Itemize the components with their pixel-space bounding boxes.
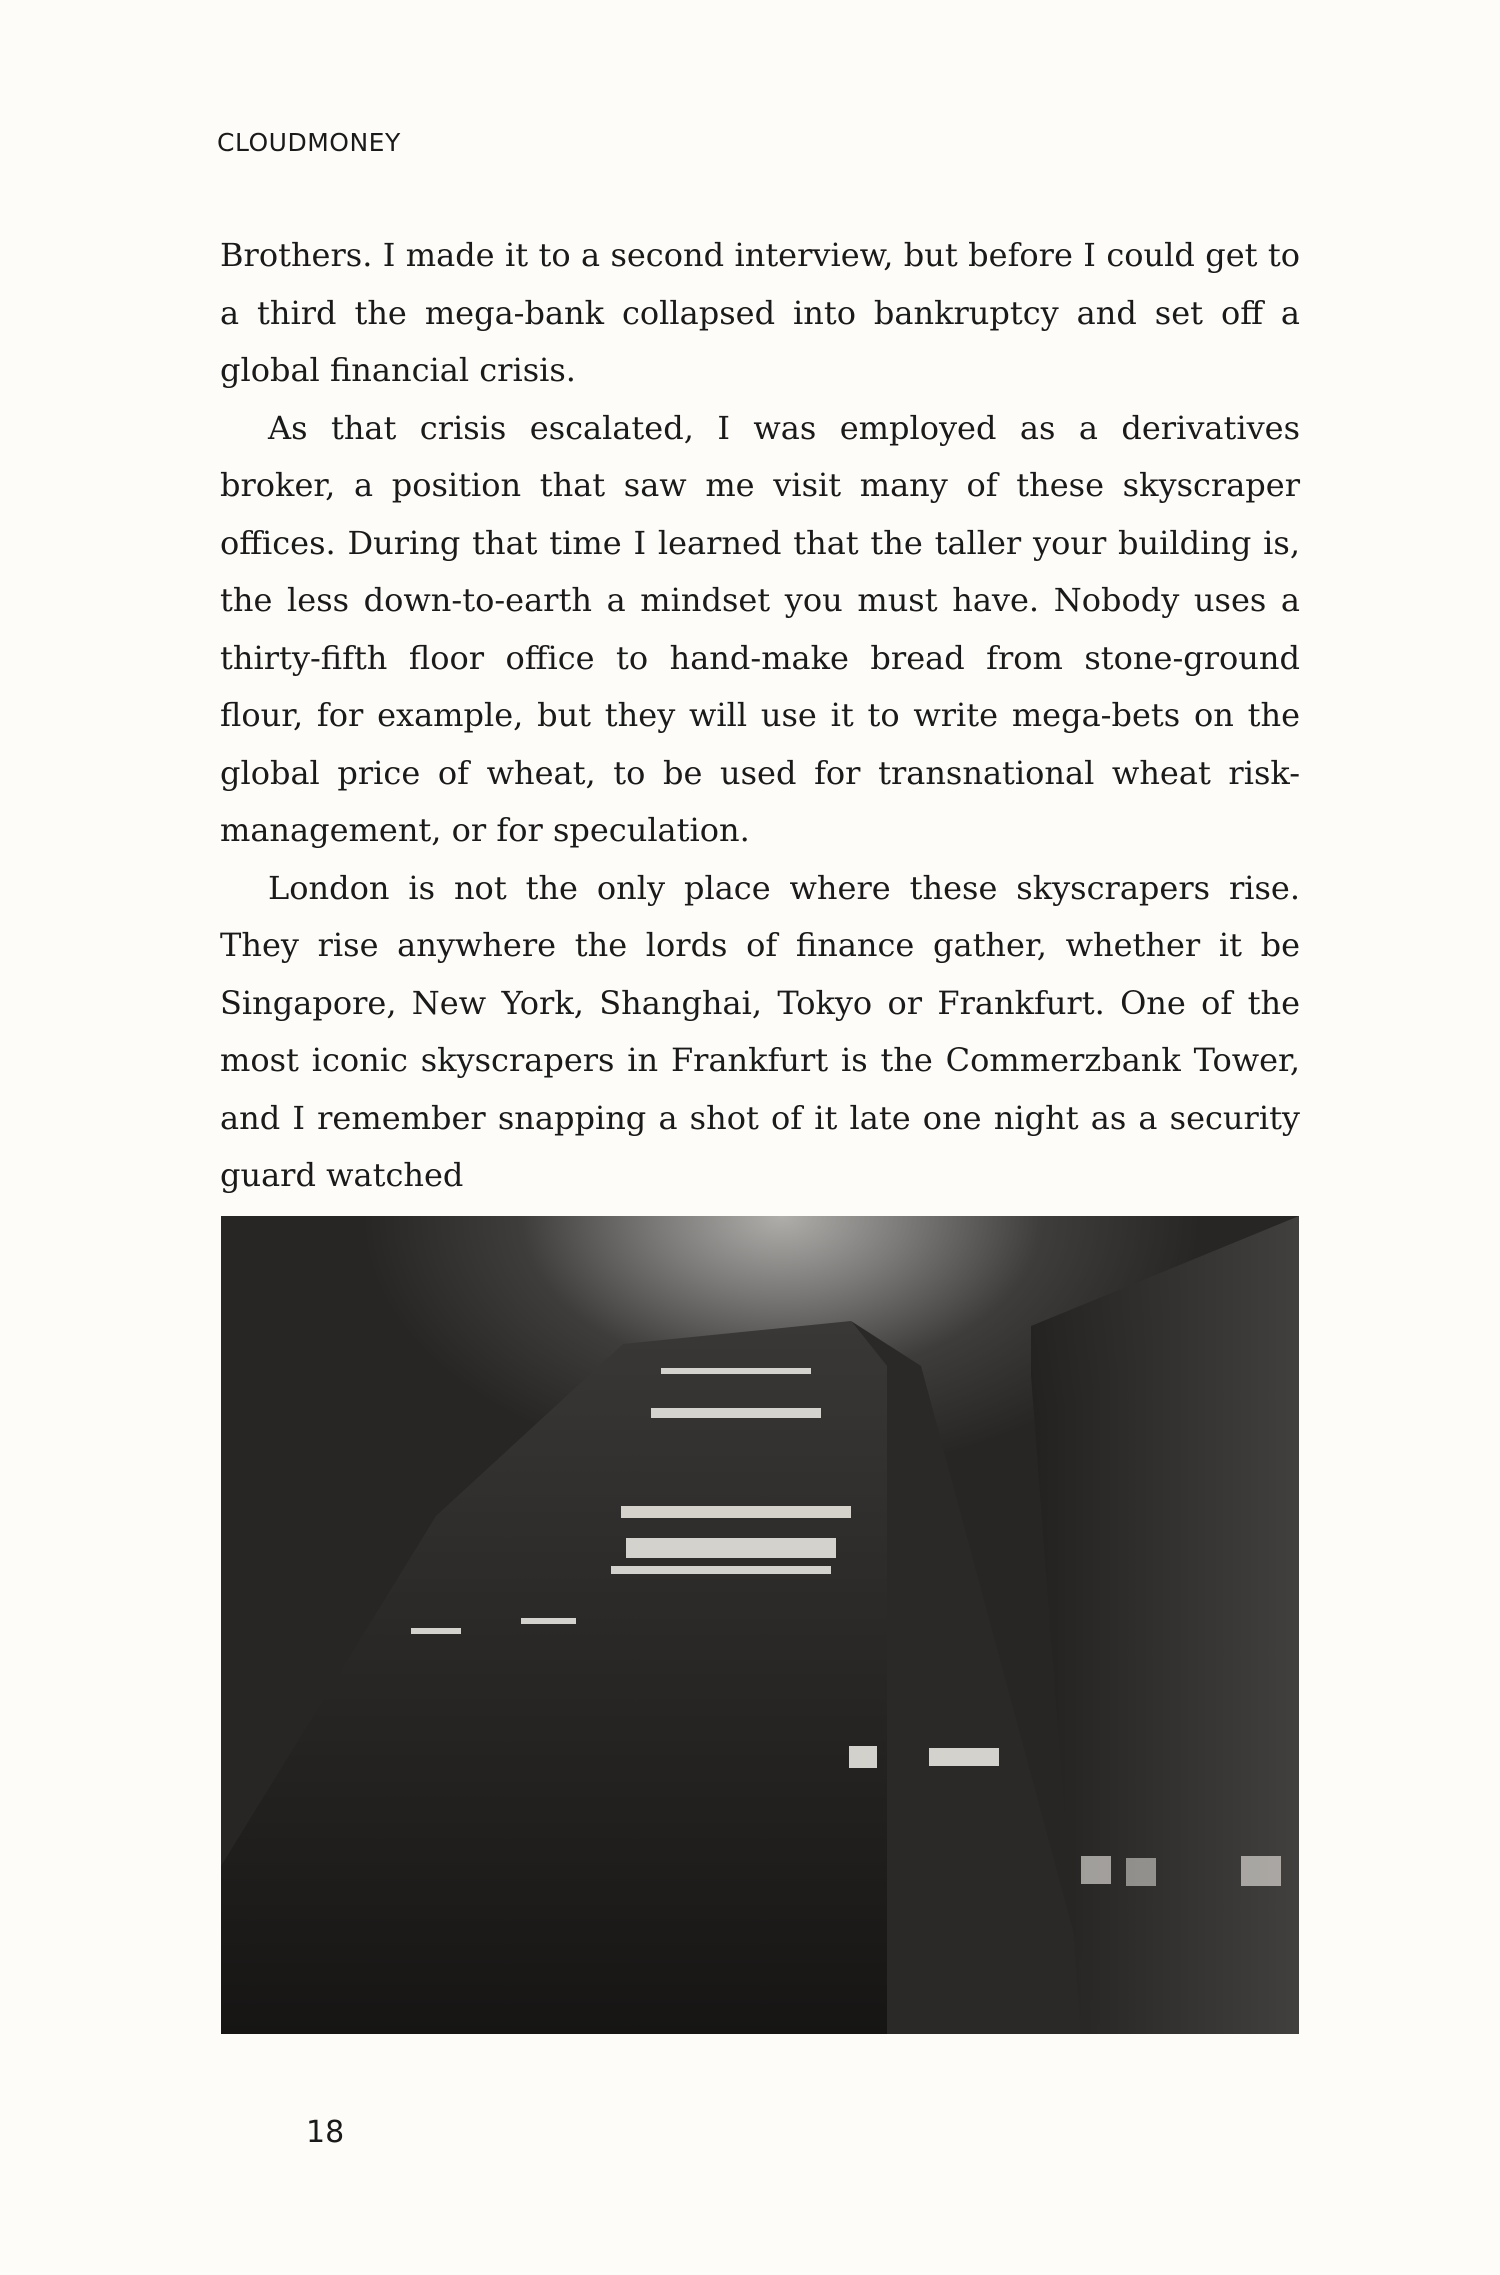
running-head: CLOUDMONEY xyxy=(217,128,401,157)
paragraph: London is not the only place where these skyscrapers rise. They rise anywhere the lords of finance gather, whether it be Singapore, New York, Shanghai, Tokyo or Frankfurt. One of the most iconic skyscrapers in Frankfurt is the Commerzbank Tower, and I remember snapping a shot of it late one night as a security guard watched xyxy=(220,868,1300,1194)
neighbour-building xyxy=(1031,1216,1299,2034)
page-number: 18 xyxy=(306,2115,345,2150)
skyscraper-night-photo xyxy=(221,1216,1299,2034)
body-text xyxy=(220,227,1300,1205)
skyscraper-photo-illustration xyxy=(221,1216,1299,2034)
tower-front-face xyxy=(221,1321,887,2034)
paragraph: As that crisis escalated, I was employed as a derivatives broker, a position that saw me visit many of these skyscraper offices. During that time I learned that the taller your building is, the less down-to-earth a mindset you must have. Nobody uses a thirty-fifth floor office to hand-make bread from stone-ground flour, for example, but they will use it to write mega-bets on the global price of wheat, to be used for transnational wheat risk-management, or for speculation. xyxy=(220,408,1300,849)
paragraph: Brothers. I made it to a second interview, but before I could get to a third the mega-bank collapsed into bankruptcy and set off a global financial crisis. xyxy=(220,236,1300,389)
